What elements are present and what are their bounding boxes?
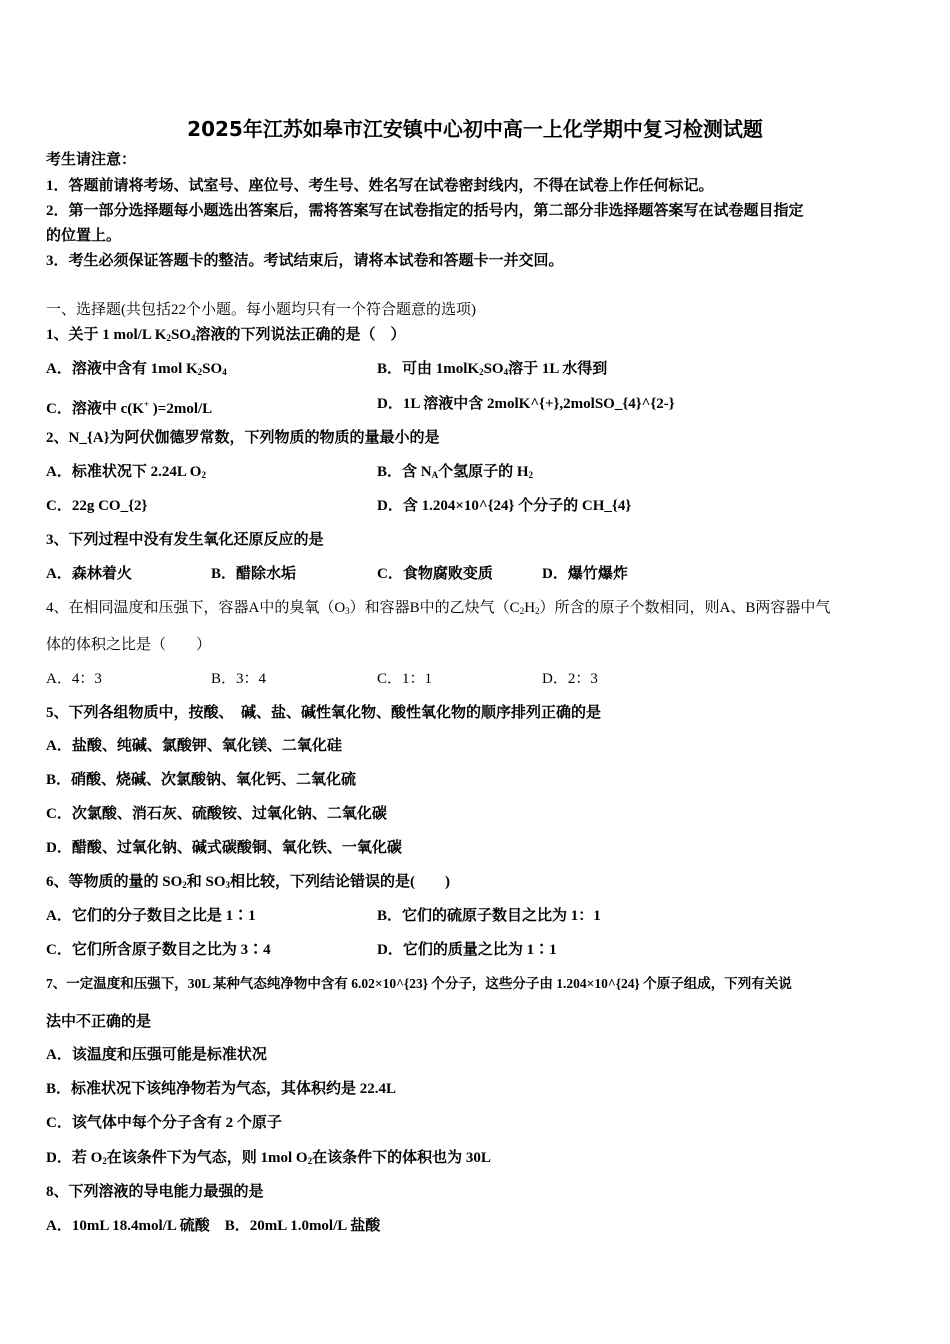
subscript: 2: [519, 606, 525, 616]
option-c: C．溶液中 c(K+ )=2mol/L: [46, 399, 213, 417]
question-stem: 体的体积之比是（ ）: [46, 637, 212, 653]
option-a: A．该温度和压强可能是标准状况: [46, 1047, 267, 1063]
question-stem: 1、关于 1 mol/L $K_2SO_4$溶液的下列说法正确的是（ ）: [46, 327, 406, 343]
option-d: D．含 1.204×10^{24} 个分子的 CH_{4}: [377, 498, 632, 514]
question-stem: 法中不正确的是: [46, 1014, 152, 1030]
option-b: B．含 $N_A$个氢原子的 $H_2$: [377, 464, 534, 480]
option-c: C．它们所含原子数目之比为 3∶4: [46, 942, 271, 958]
page-title: 2025年江苏如皋市江安镇中心初中高一上化学期中复习检测试题: [187, 117, 763, 141]
question-stem: 8、下列溶液的导电能力最强的是: [46, 1184, 264, 1200]
question-stem: 3、下列过程中没有发生氧化还原反应的是: [46, 532, 324, 548]
subscript: 3: [345, 606, 350, 616]
subscript: 4: [190, 333, 196, 343]
notice-item: 2．第一部分选择题每小题选出答案后，需将答案写在试卷指定的括号内，第二部分非选择题答案写在试卷题目指定: [46, 203, 804, 219]
option-b: B．可由 $1molK_2SO_4$溶于 1L 水得到: [377, 361, 608, 377]
option-b: B．醋除水垢: [211, 566, 297, 582]
option-d: D．爆竹爆炸: [542, 566, 628, 582]
subscript: 2: [182, 880, 187, 890]
option-c: C．22g CO_{2}: [46, 498, 148, 514]
subscript: 2: [528, 470, 534, 480]
subscript: 4: [503, 367, 509, 377]
notice-item: 3．考生必须保证答题卡的整洁。考试结束后，请将本试卷和答题卡一并交回。: [46, 253, 564, 269]
subscript: 2: [307, 1156, 313, 1166]
question-stem: 5、下列各组物质中，按酸、 碱、盐、碱性氧化物、酸性氧化物的顺序排列正确的是: [46, 705, 602, 721]
question-stem: 7、一定温度和压强下，30L 某种气态纯净物中含有 6.02×10^{23} 个分子，这些分子由 1.204×10^{24} 个原子组成，下列有关说: [46, 976, 792, 991]
option-c: C．该气体中每个分子含有 2 个原子: [46, 1115, 282, 1131]
subscript: 2: [201, 470, 206, 480]
option-b: B．硝酸、烧碱、次氯酸钠、氧化钙、二氧化硫: [46, 772, 357, 788]
section-heading: 一、选择题(共包括22个小题。每小题均只有一个符合题意的选项): [46, 302, 476, 318]
option-a: A．它们的分子数目之比是 1∶1: [46, 908, 256, 924]
option-a: A．溶液中含有 1mol $K_2SO_4$: [46, 361, 227, 377]
option-d: D．它们的质量之比为 1∶1: [377, 942, 557, 958]
subscript: 2: [479, 367, 484, 377]
notice-item: 的位置上。: [46, 228, 122, 244]
question-stem: 6、等物质的量的 $SO_2$和 $SO_3$相比较，下列结论错误的是( ): [46, 874, 451, 890]
option-d: D．若 $O_2$在该条件下为气态，则 1mol $O_2$在该条件下的体积也为 30L: [46, 1150, 491, 1166]
superscript: +: [143, 399, 150, 409]
option-c: C．次氯酸、消石灰、硫酸铵、过氧化钠、二氧化碳: [46, 806, 387, 822]
option-d: D．2：3: [542, 671, 598, 687]
notice-heading: 考生请注意：: [46, 152, 137, 168]
notice-item: 1．答题前请将考场、试室号、座位号、考生号、姓名写在试卷密封线内，不得在试卷上作任何标记。: [46, 178, 714, 194]
subscript: 2: [197, 367, 203, 377]
subscript: 2: [535, 606, 540, 616]
option-c: C．食物腐败变质: [377, 566, 493, 582]
subscript: 3: [225, 880, 231, 890]
subscript: A: [431, 470, 439, 480]
option-a: A．4：3: [46, 671, 102, 687]
option-b: B．它们的硫原子数目之比为 1：1: [377, 908, 601, 924]
option-b: B．3：4: [211, 671, 267, 687]
option-a: A．森林着火: [46, 566, 132, 582]
option-d: D．1L 溶液中含 2molK^{+},2molSO_{4}^{2-}: [377, 396, 675, 412]
question-stem: 2、N_{A}为阿伏伽德罗常数，下列物质的物质的量最小的是: [46, 430, 440, 446]
option-a: A．标准状况下 2.24L $O_2$: [46, 464, 206, 480]
option-a: A．盐酸、纯碱、氯酸钾、氧化镁、二氧化硅: [46, 738, 342, 754]
option-b: B．标准状况下该纯净物若为气态，其体积约是 22.4L: [46, 1081, 397, 1097]
subscript: 2: [102, 1156, 107, 1166]
question-stem: 4、在相同温度和压强下，容器A中的臭氧$(O_3)$和容器B中的乙炔气$(C_2H_2)$所含的原子个数相同，则A、B两容器中气: [46, 600, 831, 616]
option-d: D．醋酸、过氧化钠、碱式碳酸铜、氧化铁、一氧化碳: [46, 840, 402, 856]
subscript: 2: [166, 333, 171, 343]
option-a-b: A．10mL 18.4mol/L 硫酸 B．20mL 1.0mol/L 盐酸: [46, 1218, 381, 1234]
subscript: 4: [222, 367, 227, 377]
option-c: C．1：1: [377, 671, 433, 687]
